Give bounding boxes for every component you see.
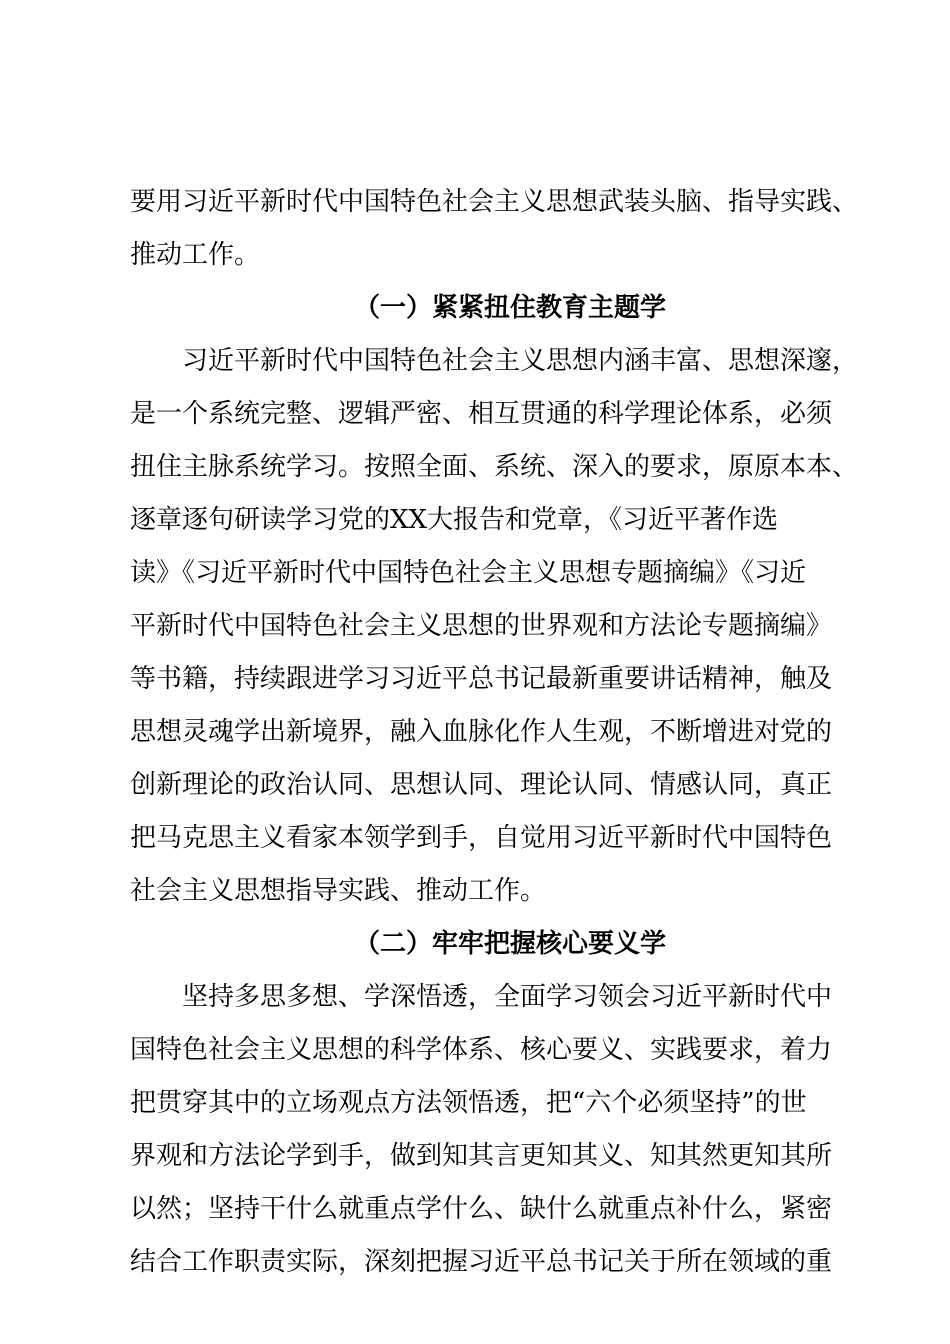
document-body (130, 176, 859, 1289)
body-line: 界观和方法论学到手，做到知其言更知其义、知其然更知其所 (130, 1141, 833, 1171)
body-line: 是一个系统完整、逻辑严密、相互贯通的科学理论体系，必须 (130, 399, 833, 429)
body-line: 等书籍，持续跟进学习习近平总书记最新重要讲话精神，触及 (130, 664, 833, 694)
body-line: 把马克思主义看家本领学到手，自觉用习近平新时代中国特色 (130, 823, 833, 853)
paragraph-first-line: 习近平新时代中国特色社会主义思想内涵丰富、思想深邃， (182, 346, 859, 376)
body-line: 扭住主脉系统学习。按照全面、系统、深入的要求，原原本本、 (130, 452, 859, 482)
section-heading-1: （一）紧紧扭住教育主题学 (353, 293, 666, 323)
body-line: 社会主义思想指导实践、推动工作。 (130, 876, 547, 906)
body-line: 思想灵魂学出新境界，融入血脉化作人生观，不断增进对党的 (130, 717, 833, 747)
section-heading-2: （二）牢牢把握核心要义学 (353, 929, 666, 959)
body-line: 以然；坚持干什么就重点学什么、缺什么就重点补什么，紧密 (130, 1194, 833, 1224)
body-line: 把贯穿其中的立场观点方法领悟透，把“六个必须坚持”的世 (130, 1088, 807, 1118)
body-line: 创新理论的政治认同、思想认同、理论认同、情感认同，真正 (130, 770, 833, 800)
body-line: 平新时代中国特色社会主义思想的世界观和方法论专题摘编》 (130, 611, 833, 641)
body-line: 国特色社会主义思想的科学体系、核心要义、实践要求，着力 (130, 1035, 833, 1065)
body-line: 要用习近平新时代中国特色社会主义思想武装头脑、指导实践、 (130, 187, 859, 217)
body-line: 结合工作职责实际，深刻把握习近平总书记关于所在领域的重 (130, 1247, 833, 1277)
body-line: 读》《习近平新时代中国特色社会主义思想专题摘编》《习近 (130, 558, 807, 588)
body-line: 逐章逐句研读学习党的XX大报告和党章，《习近平著作选 (130, 505, 779, 535)
paragraph-first-line: 坚持多思多想、学深悟透，全面学习领会习近平新时代中 (182, 982, 833, 1012)
body-line: 推动工作。 (130, 240, 261, 270)
